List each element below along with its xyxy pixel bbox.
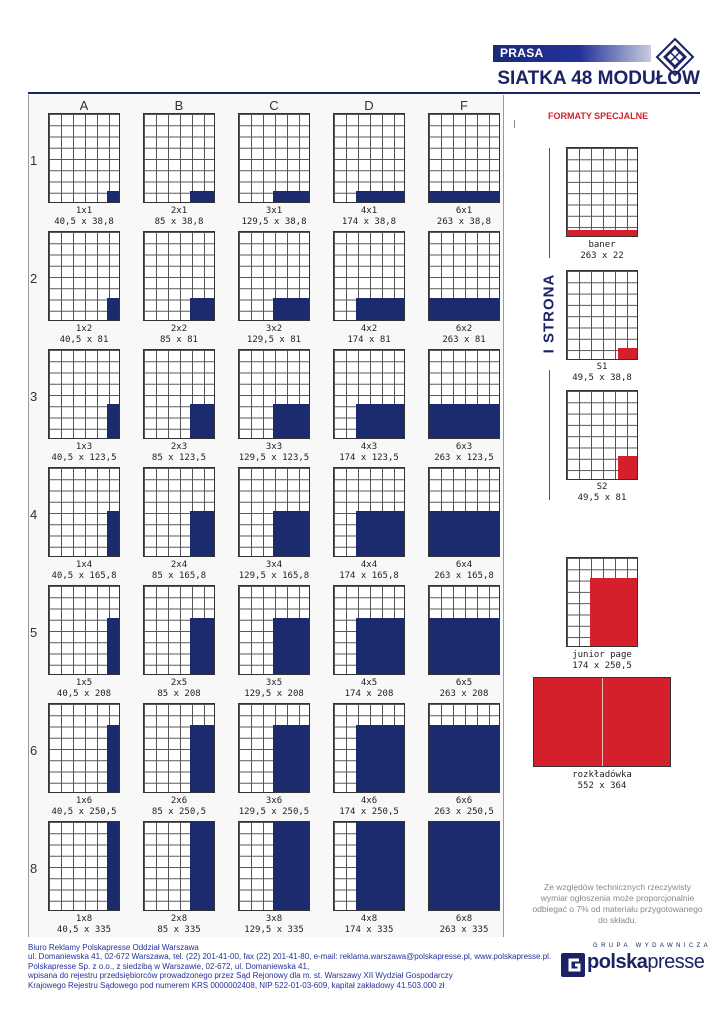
module-fill bbox=[190, 821, 214, 910]
module-fill bbox=[428, 191, 499, 202]
module-fill bbox=[273, 404, 309, 438]
module-fill bbox=[273, 191, 309, 202]
module-3x4 bbox=[238, 467, 310, 581]
module-fill bbox=[107, 404, 119, 438]
module-4x6 bbox=[333, 703, 405, 817]
module-code: 6x6 bbox=[455, 796, 473, 806]
module-grid-diagram bbox=[333, 113, 405, 203]
module-3x6 bbox=[238, 703, 310, 817]
s1-diagram bbox=[566, 270, 638, 360]
module-size: 40,5 x 335 bbox=[56, 925, 112, 935]
module-grid-diagram bbox=[143, 703, 215, 793]
module-fill bbox=[428, 725, 499, 793]
module-grid-diagram bbox=[238, 821, 310, 911]
module-grid-diagram bbox=[333, 231, 405, 321]
footer-line: ul. Domaniewska 41, 02-672 Warszawa, tel. (22) 201-41-00, fax (22) 201-41-80, e-mail: reklama.warszawa@polskapresse.pl, www.polskapresse.pl. bbox=[28, 952, 552, 962]
brand-name bbox=[587, 951, 704, 974]
module-fill bbox=[273, 298, 309, 321]
column-letter-d: D bbox=[364, 98, 374, 113]
module-6x2 bbox=[428, 231, 500, 345]
module-grid-diagram bbox=[143, 349, 215, 439]
module-code: 4x3 bbox=[360, 442, 378, 452]
module-size: 263 x 250,5 bbox=[434, 807, 494, 817]
module-size: 85 x 123,5 bbox=[151, 453, 207, 463]
spread-label bbox=[542, 770, 662, 792]
baner-label bbox=[542, 240, 662, 262]
module-grid-diagram bbox=[333, 821, 405, 911]
module-code: 2x6 bbox=[170, 796, 188, 806]
module-size: 40,5 x 38,8 bbox=[54, 217, 114, 227]
module-code: 2x4 bbox=[170, 560, 188, 570]
spread-size: 552 x 364 bbox=[577, 781, 627, 791]
module-6x8 bbox=[428, 821, 500, 935]
module-1x1 bbox=[48, 113, 120, 227]
module-size: 40,5 x 123,5 bbox=[51, 453, 117, 463]
brand-tagline: GRUPA WYDAWNICZA bbox=[593, 943, 712, 949]
module-grid-diagram bbox=[238, 349, 310, 439]
row-number-5: 5 bbox=[30, 625, 38, 640]
module-fill bbox=[428, 821, 499, 910]
module-1x2 bbox=[48, 231, 120, 345]
module-1x3 bbox=[48, 349, 120, 463]
s1-name: S1 bbox=[596, 362, 608, 372]
s1-fill bbox=[618, 348, 637, 359]
module-size: 174 x 208 bbox=[344, 689, 394, 699]
module-fill bbox=[273, 618, 309, 674]
module-code: 3x8 bbox=[265, 914, 283, 924]
spread-name: rozkładówka bbox=[572, 770, 632, 780]
module-size: 40,5 x 81 bbox=[59, 335, 109, 345]
module-code: 2x3 bbox=[170, 442, 188, 452]
section-label: PRASA bbox=[500, 46, 544, 60]
module-size: 85 x 38,8 bbox=[154, 217, 204, 227]
divider bbox=[514, 120, 515, 128]
module-code: 6x8 bbox=[455, 914, 473, 924]
module-grid-diagram bbox=[238, 585, 310, 675]
module-code: 3x2 bbox=[265, 324, 283, 334]
row-number-6: 6 bbox=[30, 743, 38, 758]
module-code: 4x2 bbox=[360, 324, 378, 334]
module-2x6 bbox=[143, 703, 215, 817]
junior-page-diagram bbox=[566, 557, 638, 647]
spread-diagram bbox=[533, 677, 671, 767]
module-grid-diagram bbox=[48, 821, 120, 911]
module-grid-diagram bbox=[48, 349, 120, 439]
module-grid-diagram bbox=[143, 821, 215, 911]
junior-page-label bbox=[542, 650, 662, 672]
baner-name: baner bbox=[588, 240, 616, 250]
module-label bbox=[406, 324, 522, 346]
module-size: 263 x 123,5 bbox=[434, 453, 494, 463]
module-size: 263 x 81 bbox=[442, 335, 486, 345]
title-rule bbox=[28, 92, 700, 94]
module-code: 4x1 bbox=[360, 206, 378, 216]
brand-name-light: presse bbox=[647, 951, 705, 973]
module-size: 263 x 38,8 bbox=[436, 217, 492, 227]
s2-label bbox=[542, 482, 662, 504]
first-page-label: I STRONA bbox=[540, 273, 558, 354]
module-size: 40,5 x 165,8 bbox=[51, 571, 117, 581]
column-letter-f: F bbox=[460, 98, 468, 113]
module-fill bbox=[190, 404, 214, 438]
module-fill bbox=[107, 191, 119, 202]
module-fill bbox=[428, 298, 499, 321]
module-size: 85 x 81 bbox=[160, 335, 198, 345]
module-size: 129,5 x 165,8 bbox=[238, 571, 310, 581]
module-fill bbox=[190, 298, 214, 321]
module-3x5 bbox=[238, 585, 310, 699]
module-code: 2x5 bbox=[170, 678, 188, 688]
junior-page-name: junior page bbox=[572, 650, 632, 660]
module-6x5 bbox=[428, 585, 500, 699]
module-code: 6x3 bbox=[455, 442, 473, 452]
module-code: 6x4 bbox=[455, 560, 473, 570]
module-size: 85 x 335 bbox=[157, 925, 201, 935]
footer-line: Polskapresse Sp. z o.o., z siedzibą w Warszawie, 02-672, ul. Domaniewska 41, bbox=[28, 961, 310, 971]
module-fill bbox=[190, 618, 214, 674]
module-size: 174 x 250,5 bbox=[339, 807, 399, 817]
module-fill bbox=[107, 821, 119, 910]
column-letter-a: A bbox=[79, 98, 89, 113]
column-letter-c: C bbox=[269, 98, 279, 113]
module-label bbox=[406, 914, 522, 936]
module-grid-diagram bbox=[48, 231, 120, 321]
module-grid-diagram bbox=[238, 231, 310, 321]
row-number-4: 4 bbox=[30, 507, 38, 522]
module-code: 1x6 bbox=[75, 796, 93, 806]
module-grid-diagram bbox=[428, 585, 500, 675]
module-grid-diagram bbox=[143, 467, 215, 557]
module-code: 6x1 bbox=[455, 206, 473, 216]
module-size: 263 x 208 bbox=[439, 689, 489, 699]
module-size: 129,5 x 81 bbox=[246, 335, 302, 345]
row-number-1: 1 bbox=[30, 153, 38, 168]
module-size: 129,5 x 335 bbox=[244, 925, 304, 935]
s1-label bbox=[542, 362, 662, 384]
module-label bbox=[406, 796, 522, 818]
module-code: 6x5 bbox=[455, 678, 473, 688]
module-fill bbox=[356, 821, 404, 910]
junior-page-size: 174 x 250,5 bbox=[572, 661, 632, 671]
module-fill bbox=[356, 298, 404, 321]
module-size: 40,5 x 250,5 bbox=[51, 807, 117, 817]
module-label bbox=[406, 678, 522, 700]
module-1x5 bbox=[48, 585, 120, 699]
module-4x8 bbox=[333, 821, 405, 935]
module-size: 129,5 x 250,5 bbox=[238, 807, 310, 817]
s2-fill bbox=[618, 456, 637, 479]
module-2x4 bbox=[143, 467, 215, 581]
footer-line: Krajowego Rejestru Sądowego pod numerem KRS 0000002408, NIP 522-01-03-609, kapitał zakładowy 41.503.000 zł bbox=[28, 980, 445, 990]
module-size: 263 x 165,8 bbox=[434, 571, 494, 581]
module-size: 263 x 335 bbox=[439, 925, 489, 935]
module-fill bbox=[273, 511, 309, 556]
module-fill bbox=[356, 725, 404, 793]
special-formats-title: FORMATY SPECJALNE bbox=[548, 111, 649, 121]
module-code: 3x3 bbox=[265, 442, 283, 452]
module-2x3 bbox=[143, 349, 215, 463]
s1-size: 49,5 x 38,8 bbox=[572, 373, 632, 383]
module-size: 85 x 165,8 bbox=[151, 571, 207, 581]
module-4x3 bbox=[333, 349, 405, 463]
module-2x5 bbox=[143, 585, 215, 699]
module-4x5 bbox=[333, 585, 405, 699]
module-fill bbox=[107, 298, 119, 321]
s2-diagram bbox=[566, 390, 638, 480]
module-grid-diagram bbox=[48, 703, 120, 793]
module-6x1 bbox=[428, 113, 500, 227]
module-6x3 bbox=[428, 349, 500, 463]
module-code: 3x1 bbox=[265, 206, 283, 216]
module-fill bbox=[190, 511, 214, 556]
s2-size: 49,5 x 81 bbox=[577, 493, 627, 503]
module-code: 3x4 bbox=[265, 560, 283, 570]
module-code: 3x5 bbox=[265, 678, 283, 688]
module-size: 129,5 x 123,5 bbox=[238, 453, 310, 463]
module-size: 85 x 208 bbox=[157, 689, 201, 699]
module-grid-diagram bbox=[333, 349, 405, 439]
module-size: 85 x 250,5 bbox=[151, 807, 207, 817]
module-3x3 bbox=[238, 349, 310, 463]
spread-fold-line bbox=[602, 678, 603, 766]
module-grid-diagram bbox=[428, 113, 500, 203]
baner-size: 263 x 22 bbox=[580, 251, 624, 261]
module-3x1 bbox=[238, 113, 310, 227]
footer-line: Biuro Reklamy Polskapresse Oddział Warszawa bbox=[28, 943, 199, 952]
module-fill bbox=[273, 821, 309, 910]
module-grid-diagram bbox=[333, 585, 405, 675]
module-label bbox=[406, 560, 522, 582]
footer-line: wpisana do rejestru przedsiębiorców prowadzonego przez Sąd Rejonowy dla m. st. Warszawy XII Wydział Gospodarczy bbox=[28, 971, 453, 981]
module-code: 1x4 bbox=[75, 560, 93, 570]
module-6x6 bbox=[428, 703, 500, 817]
module-1x6 bbox=[48, 703, 120, 817]
module-fill bbox=[190, 191, 214, 202]
module-4x2 bbox=[333, 231, 405, 345]
module-code: 2x2 bbox=[170, 324, 188, 334]
module-grid-diagram bbox=[428, 821, 500, 911]
module-size: 40,5 x 208 bbox=[56, 689, 112, 699]
module-size: 174 x 335 bbox=[344, 925, 394, 935]
module-size: 129,5 x 38,8 bbox=[241, 217, 307, 227]
module-grid-diagram bbox=[238, 467, 310, 557]
module-grid-diagram bbox=[143, 231, 215, 321]
module-fill bbox=[356, 404, 404, 438]
module-label bbox=[406, 206, 522, 228]
module-grid-diagram bbox=[48, 467, 120, 557]
module-code: 1x5 bbox=[75, 678, 93, 688]
row-number-3: 3 bbox=[30, 389, 38, 404]
divider-line bbox=[549, 370, 550, 500]
module-3x8 bbox=[238, 821, 310, 935]
module-fill bbox=[107, 511, 119, 556]
module-4x1 bbox=[333, 113, 405, 227]
module-1x8 bbox=[48, 821, 120, 935]
module-fill bbox=[107, 725, 119, 793]
module-code: 4x4 bbox=[360, 560, 378, 570]
module-code: 4x5 bbox=[360, 678, 378, 688]
module-fill bbox=[428, 404, 499, 438]
module-1x4 bbox=[48, 467, 120, 581]
module-grid-diagram bbox=[428, 349, 500, 439]
s2-name: S2 bbox=[596, 482, 608, 492]
module-grid-diagram bbox=[428, 231, 500, 321]
module-grid-diagram bbox=[143, 585, 215, 675]
module-size: 129,5 x 208 bbox=[244, 689, 304, 699]
module-grid-diagram bbox=[238, 113, 310, 203]
module-size: 174 x 38,8 bbox=[341, 217, 397, 227]
module-4x4 bbox=[333, 467, 405, 581]
module-code: 3x6 bbox=[265, 796, 283, 806]
module-code: 1x1 bbox=[75, 206, 93, 216]
module-grid-diagram bbox=[333, 703, 405, 793]
module-fill bbox=[273, 725, 309, 793]
module-code: 4x8 bbox=[360, 914, 378, 924]
module-grid-diagram bbox=[428, 467, 500, 557]
baner-diagram bbox=[566, 147, 638, 237]
module-code: 6x2 bbox=[455, 324, 473, 334]
module-grid-diagram bbox=[143, 113, 215, 203]
module-code: 2x8 bbox=[170, 914, 188, 924]
module-grid-diagram bbox=[333, 467, 405, 557]
module-size: 174 x 123,5 bbox=[339, 453, 399, 463]
module-grid-diagram bbox=[48, 113, 120, 203]
module-size: 174 x 165,8 bbox=[339, 571, 399, 581]
module-2x8 bbox=[143, 821, 215, 935]
module-fill bbox=[190, 725, 214, 793]
polskapresse-logo-icon bbox=[560, 952, 586, 978]
module-3x2 bbox=[238, 231, 310, 345]
module-code: 4x6 bbox=[360, 796, 378, 806]
module-fill bbox=[428, 618, 499, 674]
row-number-8: 8 bbox=[30, 861, 38, 876]
module-2x1 bbox=[143, 113, 215, 227]
module-grid-diagram bbox=[48, 585, 120, 675]
row-number-2: 2 bbox=[30, 271, 38, 286]
baner-fill bbox=[567, 230, 637, 236]
junior-page-fill bbox=[590, 578, 637, 646]
module-code: 1x3 bbox=[75, 442, 93, 452]
page-title: SIATKA 48 MODUŁÓW bbox=[497, 68, 700, 89]
module-code: 1x2 bbox=[75, 324, 93, 334]
technical-note: Ze względów technicznych rzeczywisty wymiar ogłoszenia może proporcjonalnie odbiegać o 7% od materiału przygotowanego do składu. bbox=[532, 882, 703, 925]
module-fill bbox=[107, 618, 119, 674]
module-label bbox=[406, 442, 522, 464]
module-grid-diagram bbox=[238, 703, 310, 793]
module-code: 2x1 bbox=[170, 206, 188, 216]
module-6x4 bbox=[428, 467, 500, 581]
module-fill bbox=[356, 618, 404, 674]
module-fill bbox=[356, 191, 404, 202]
module-grid-diagram bbox=[428, 703, 500, 793]
brand-name-bold: polska bbox=[587, 951, 648, 973]
column-letter-b: B bbox=[174, 98, 184, 113]
footer bbox=[28, 943, 552, 990]
module-code: 1x8 bbox=[75, 914, 93, 924]
module-2x2 bbox=[143, 231, 215, 345]
module-size: 174 x 81 bbox=[347, 335, 391, 345]
module-fill bbox=[356, 511, 404, 556]
module-fill bbox=[428, 511, 499, 556]
